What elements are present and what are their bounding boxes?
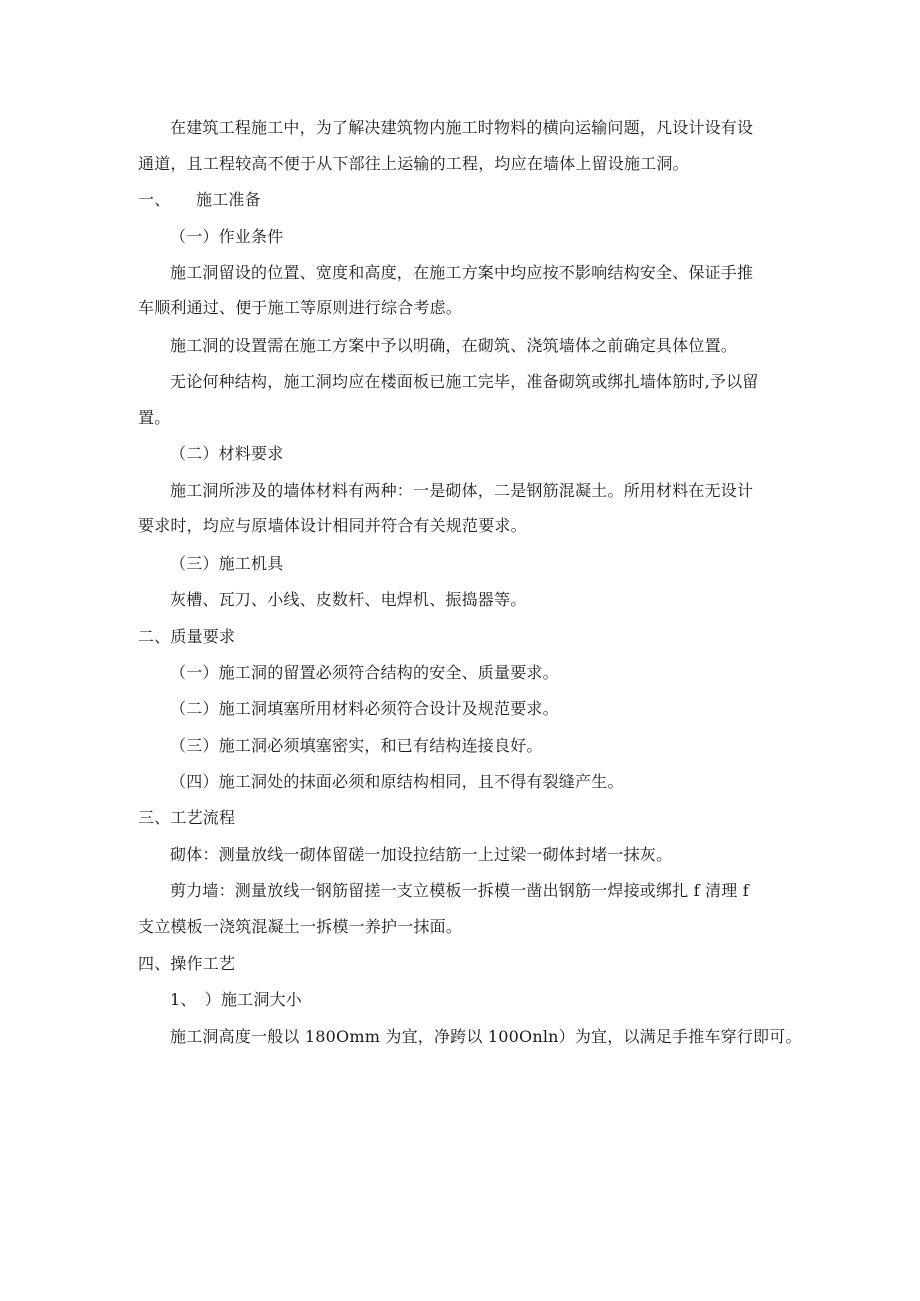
section-1-number: 一、 bbox=[138, 190, 171, 209]
paragraph-1-3-1: 灰槽、瓦刀、小线、皮数杆、电焊机、振捣器等。 bbox=[170, 590, 527, 609]
paragraph-3-1: 砌体：测量放线一砌体留磋一加设拉结筋一上过梁一砌体封堵一抹灰。 bbox=[170, 845, 673, 864]
section-2-item-3: （三）施工洞必须填塞密实，和已有结构连接良好。 bbox=[170, 736, 543, 755]
paragraph-1-1-3-line-1: 无论何种结构，施工洞均应在楼面板已施工完毕，准备砌筑或绑扎墙体筋时,予以留 bbox=[170, 372, 759, 391]
section-1-title: 施工准备 bbox=[196, 190, 261, 209]
section-4-heading: 四、操作工艺 bbox=[138, 954, 236, 973]
section-3-heading: 三、工艺流程 bbox=[138, 808, 236, 827]
paragraph-1-2-1-line-2: 要求时，均应与原墙体设计相同并符合有关规范要求。 bbox=[138, 516, 527, 535]
paragraph-4-1: 施工洞高度一般以 180Omm 为宜，净跨以 100Onln）为宜，以满足手推车穿行即可。 bbox=[170, 1027, 802, 1046]
paragraph-1-1-1-line-2: 车顺利通过、便于施工等原则进行综合考虑。 bbox=[138, 298, 463, 317]
intro-line-1: 在建筑工程施工中，为了解决建筑物内施工时物料的横向运输问题，凡设计设有设 bbox=[170, 118, 754, 137]
paragraph-1-1-2: 施工洞的设置需在施工方案中予以明确，在砌筑、浇筑墙体之前确定具体位置。 bbox=[170, 336, 738, 355]
subsection-1-3-heading: （三）施工机具 bbox=[170, 554, 284, 573]
section-2-item-2: （二）施工洞填塞所用材料必须符合设计及规范要求。 bbox=[170, 699, 559, 718]
section-2-item-1: （一）施工洞的留置必须符合结构的安全、质量要求。 bbox=[170, 663, 559, 682]
section-2-item-4: （四）施工洞处的抹面必须和原结构相同，且不得有裂缝产生。 bbox=[170, 772, 624, 791]
paragraph-1-1-3-line-2: 置。 bbox=[138, 408, 171, 427]
subsection-1-2-heading: （二）材料要求 bbox=[170, 444, 284, 463]
intro-line-2: 通道，且工程较高不便于从下部往上运输的工程，均应在墙体上留设施工洞。 bbox=[138, 154, 689, 173]
subsection-1-1-heading: （一）作业条件 bbox=[170, 227, 284, 246]
section-1-heading bbox=[138, 190, 261, 210]
paragraph-3-2-line-2: 支立模板一浇筑混凝土一拆模一养护一抹面。 bbox=[138, 917, 463, 936]
paragraph-1-1-1-line-1: 施工洞留设的位置、宽度和高度，在施工方案中均应按不影响结构安全、保证手推 bbox=[170, 263, 754, 282]
paragraph-1-2-1-line-1: 施工洞所涉及的墙体材料有两种：一是砌体，二是钢筋混凝土。所用材料在无设计 bbox=[170, 481, 754, 500]
paragraph-3-2-line-1: 剪力墙：测量放线一钢筋留搓一支立模板一拆模一凿出钢筋一焊接或绑扎 f 清理 f bbox=[170, 881, 749, 900]
section-2-heading: 二、质量要求 bbox=[138, 627, 236, 646]
subsection-4-1-heading: 1、 ）施工洞大小 bbox=[170, 990, 302, 1009]
